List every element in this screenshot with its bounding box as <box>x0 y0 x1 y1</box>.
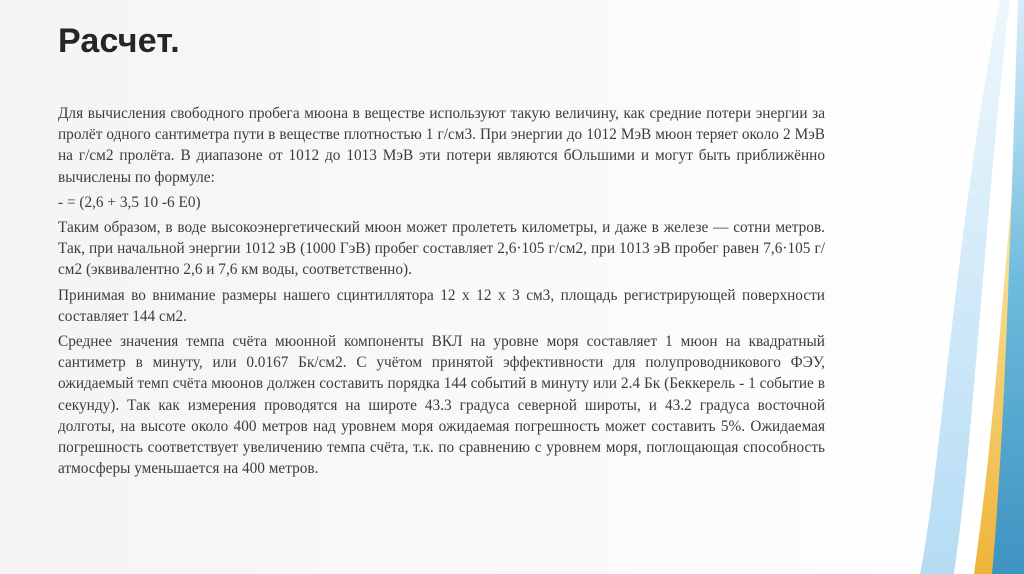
slide-body <box>58 103 825 483</box>
slide-title: Расчет. <box>58 22 180 60</box>
paragraph-intro: Для вычисления свободного пробега мюона в веществе используют такую величину, как средние потери энергии за пролёт одного сантиметра пути в веществе плотностью 1 г/см3. При энергии до 1012 МэВ мюон теряет около 2 МэВ на г/см2 пролёта. В диапазоне от 1012 до 1013 МэВ эти потери являются бОльшими и могут быть приближённо вычислены по формуле: <box>58 105 825 186</box>
paragraph-count-rate: Среднее значения темпа счёта мюонной компоненты ВКЛ на уровне моря составляет 1 мюон на квадратный сантиметр в минуту, или 0.0167 Бк/см2. С учётом принятой эффективности для полупроводникового ФЭУ, ожидаемый темп счёта мюонов должен составить порядка 144 событий в минуту или 2.4 Бк (Беккерель - 1 событие в секунду). Так как измерения проводятся на широте 43.3 градуса северной широты, и 43.2 градуса восточной долготы, на высоте около 400 метров над уровнем моря ожидаемая погрешность может составить 5%. Ожидаемая погрешность соответствует увеличению темпа счёта, т.к. по сравнению с уровнем моря, поглощающая способность атмосферы уменьшается на 400 метров. <box>58 333 825 478</box>
paragraph-range: Таким образом, в воде высокоэнергетический мюон может пролететь километры, и даже в железе — сотни метров. Так, при начальной энергии 1012 эВ (1000 ГэВ) пробег составляет 2,6·105 г/см2, при 1013 эВ пробег равен 7,6·105 г/см2 (эквивалентно 2,6 и 7,6 км воды, соответственно). <box>58 219 825 279</box>
paragraph-scintillator: Принимая во внимание размеры нашего сцинтиллятора 12 x 12 x 3 см3, площадь регистрирующей поверхности составляет 144 см2. <box>58 286 825 325</box>
paragraph-formula: - = (2,6 + 3,5 10 -6 E0) <box>58 193 201 211</box>
